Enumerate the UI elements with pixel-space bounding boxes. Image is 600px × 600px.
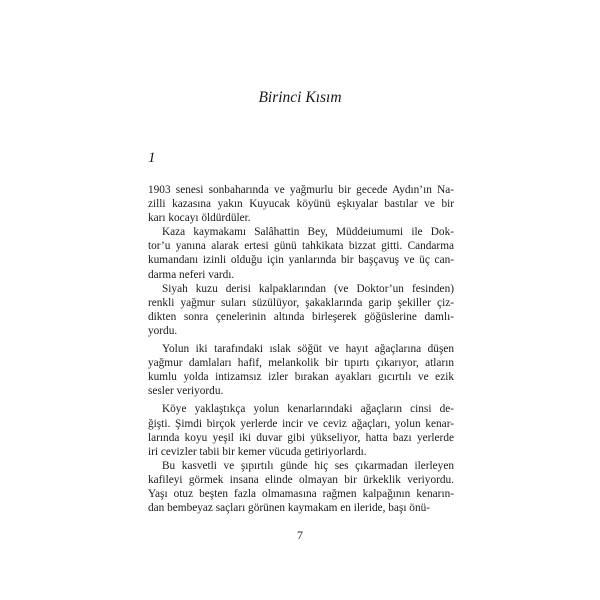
text-line: Köye yaklaştıkça yolun kenarlarındaki ağaçların cinsi de- xyxy=(162,403,454,416)
text-line: zilli kazasına yakın Kuyucak köyünü eşkıyalar bastılar ve bir xyxy=(148,198,454,211)
text-line: Siyah kuzu derisi kalpaklarından (ve Doktor’un fesinden) xyxy=(162,282,454,295)
text-line: kumandanı izinli olduğu için yanlarında bir başçavuş ve üç can- xyxy=(148,254,454,267)
paragraph xyxy=(148,402,454,458)
text-line: ğişti. Şimdi birçok yerlerde incir ve ceviz ağaçları, yolun kenar- xyxy=(148,417,454,430)
text-line: iri cevizler tabii bir kemer vücuda getiriyorlardı. xyxy=(148,445,367,458)
paragraph xyxy=(148,183,454,225)
text-line: Kaza kaymakamı Salâhattin Bey, Müddeiumumi ile Dok- xyxy=(162,226,454,239)
text-line: Yaşı otuz beşten fazla olmamasına rağmen kalpağının kenarın- xyxy=(148,487,454,500)
text-line: tor’u yanına alarak ertesi günü tahkikata bizzat gitti. Candarma xyxy=(148,240,454,253)
text-line: larında koyu yeşil iki duvar gibi yükseliyor, hatta bazı yerlerde xyxy=(148,431,454,444)
text-line: 1903 senesi sonbaharında ve yağmurlu bir gecede Aydın’ın Na- xyxy=(148,184,454,196)
page-number: 7 xyxy=(297,528,303,542)
text-line: Yolun iki tarafındaki ıslak söğüt ve hayıt ağaçlarına düşen xyxy=(162,343,454,356)
part-title: Birinci Kısım xyxy=(258,89,342,106)
text-line: kafileyi görmek insana elinde olmayan bir ürkeklik veriyordu. xyxy=(148,473,454,486)
text-line: Bu kasvetli ve şıpırtılı günde hiç ses çıkarmadan ilerleyen xyxy=(162,459,454,472)
text-line: yordu. xyxy=(148,324,178,337)
body-text xyxy=(148,183,454,515)
paragraph xyxy=(148,225,454,281)
text-line: yağmur damlaları hafif, melankolik bir tıpırtı çıkarıyor, atların xyxy=(148,357,454,370)
text-line: kumlu yolda intizamsız izler bırakan ayakları gıcırtılı ve ezik xyxy=(148,371,454,384)
paragraph xyxy=(148,459,454,515)
paragraph xyxy=(148,282,454,338)
chapter-number: 1 xyxy=(148,150,156,166)
text-line: karı kocayı öldürdüler. xyxy=(148,212,251,225)
text-line: dan bembeyaz saçları görünen kaymakam en ileride, başı önü- xyxy=(148,502,430,515)
paragraph xyxy=(148,342,454,398)
text-line: renkli yağmur suları süzülüyor, şakaklarında garip şekiller çiz- xyxy=(148,296,454,309)
text-line: darma neferi vardı. xyxy=(148,268,235,281)
text-line: sesler veriyordu. xyxy=(148,385,224,398)
text-line: dikten sonra çenelerinin altında birleşerek göğüslerine damlı- xyxy=(148,310,454,323)
